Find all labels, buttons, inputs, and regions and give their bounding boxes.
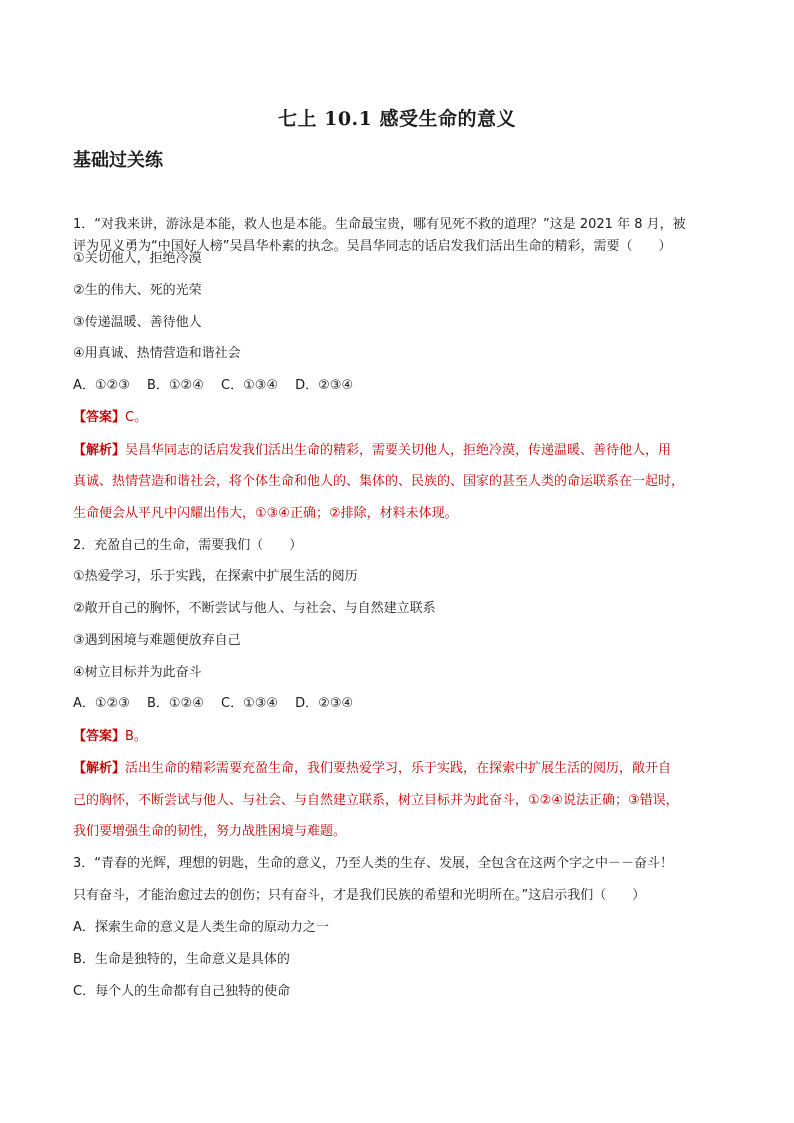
question-2-answer — [73, 727, 733, 747]
question-1-stem-line-1: 1．“对我来讲，游泳是本能，救人也是本能。生命最宝贵，哪有见死不救的道理？”这是 2021 年 8 月，被 — [73, 217, 686, 232]
question-1-analysis-line-3: 生命便会从平凡中闪耀出伟大，①③④正确；②排除，材料未体现。 — [73, 506, 458, 521]
analysis-text: 活出生命的精彩需要充盈生命，我们要热爱学习，乐于实践，在探索中扩展生活的阅历，敞开自 — [125, 761, 672, 776]
question-1-choices: A．①②③ B．①②④ C．①③④ D．②③④ — [73, 378, 354, 393]
answer-tag: 【答案】 — [73, 729, 126, 744]
answer-tag: 【答案】 — [73, 410, 126, 425]
question-1-option-4: ④用真诚、热情营造和谐社会 — [73, 346, 241, 361]
answer-text: C。 — [125, 410, 148, 425]
question-3-option-a: A．探索生命的意义是人类生命的原动力之一 — [73, 920, 329, 935]
section-heading: 基础过关练 — [73, 150, 163, 171]
question-3-option-b: B．生命是独特的，生命意义是具体的 — [73, 952, 290, 967]
question-2-choices: A．①②③ B．①②④ C．①③④ D．②③④ — [73, 696, 354, 711]
question-2-stem: 2．充盈自己的生命，需要我们（ ） — [73, 538, 303, 553]
question-1-answer — [73, 408, 733, 428]
question-1-analysis-line-1 — [73, 441, 733, 461]
question-3-option-c: C．每个人的生命都有自己独特的使命 — [73, 984, 291, 999]
question-2-analysis-line-1 — [73, 759, 733, 779]
analysis-tag: 【解析】 — [73, 761, 126, 776]
question-1-analysis-line-2: 真诚、热情营造和谐社会，将个体生命和他人的、集体的、民族的、国家的甚至人类的命运联系在一起时， — [73, 474, 685, 489]
question-3-stem-line-2: 只有奋斗，才能治愈过去的创伤；只有奋斗，才是我们民族的希望和光明所在。”这启示我们（ ） — [73, 888, 646, 903]
question-2-option-1: ①热爱学习，乐于实践，在探索中扩展生活的阅历 — [73, 569, 358, 584]
answer-text: B。 — [125, 729, 147, 744]
question-2-option-2: ②敞开自己的胸怀，不断尝试与他人、与社会、与自然建立联系 — [73, 601, 436, 616]
question-2-option-4: ④树立目标并为此奋斗 — [73, 665, 202, 680]
question-2-option-3: ③遇到困境与难题便放弃自己 — [73, 633, 241, 648]
document-title: 七上 10.1 感受生命的意义 — [277, 108, 516, 130]
question-1-option-1: ①关切他人，拒绝冷漠 — [73, 251, 202, 266]
question-2-analysis-line-3: 我们要增强生命的韧性，努力战胜困境与难题。 — [73, 824, 347, 839]
question-2-analysis-line-2: 己的胸怀，不断尝试与他人、与社会、与自然建立联系，树立目标并为此奋斗，①②④说法正确；③错误， — [73, 793, 679, 808]
question-1-option-3: ③传递温暖、善待他人 — [73, 315, 202, 330]
analysis-tag: 【解析】 — [73, 443, 126, 458]
question-1-option-2: ②生的伟大、死的光荣 — [73, 283, 202, 298]
question-1-stem-line-2: 评为见义勇为“中国好人榜”吴昌华朴素的执念。吴昌华同志的话启发我们活出生命的精彩，需要（ ） — [73, 239, 672, 254]
analysis-text: 吴昌华同志的话启发我们活出生命的精彩，需要关切他人，拒绝冷漠，传递温暖、善待他人，用 — [125, 443, 672, 458]
question-3-stem-line-1: 3．“青春的光辉，理想的钥匙，生命的意义，乃至人类的生存、发展，全包含在这两个字之中－－奋斗！ — [73, 856, 674, 871]
